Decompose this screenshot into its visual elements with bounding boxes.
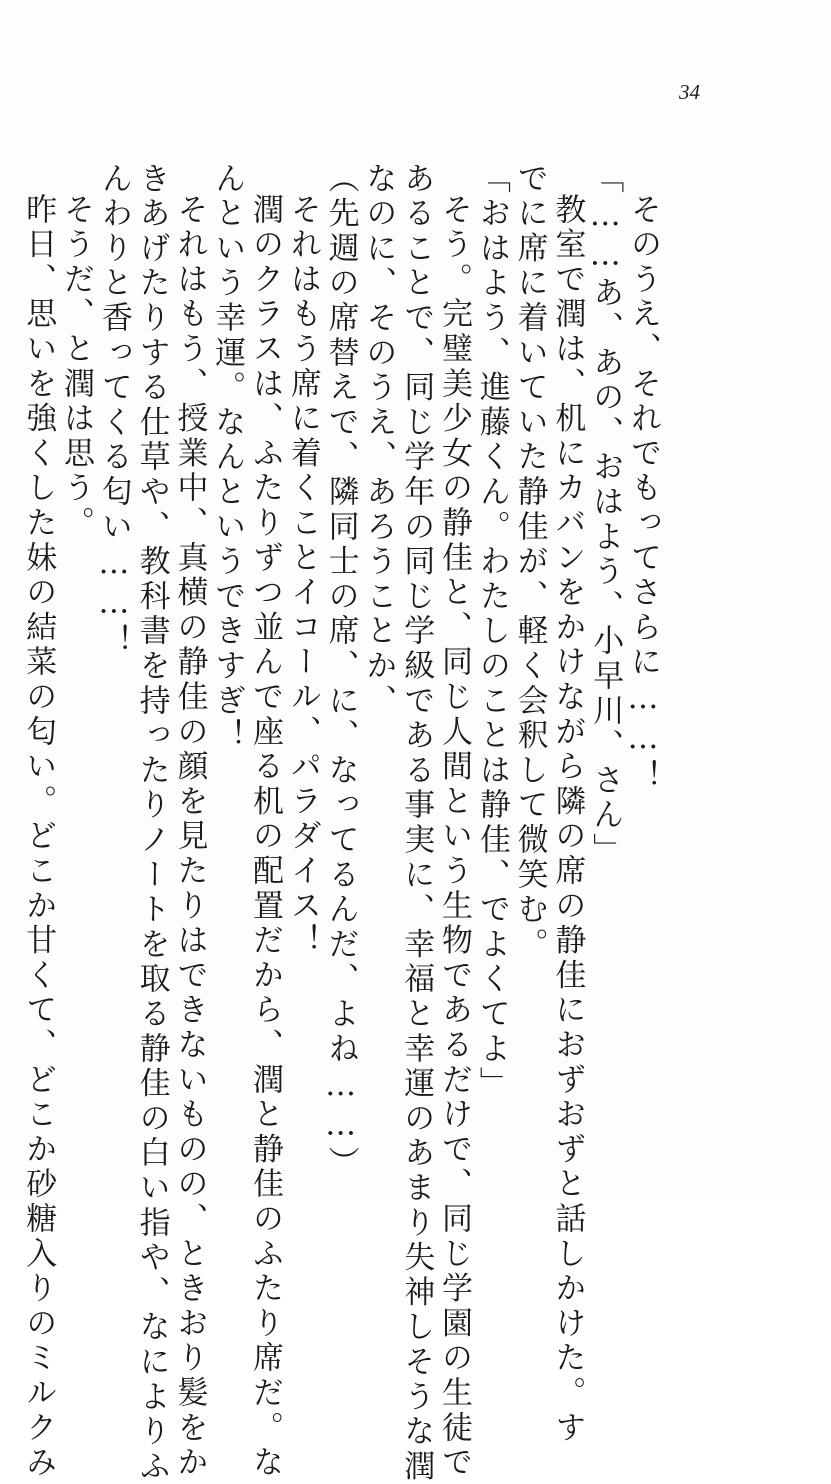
page-number: 34 [679,80,700,104]
text-line: きあげたりする仕草や、教科書を持ったりノートを取る静佳の白い指や、なによりふ [133,162,170,1484]
text-line: それはもう、授業中、真横の静佳の顔を見たりはできないものの、ときおり髪をか [171,193,208,1481]
text-line: 「おはよう、進藤くん。わたしのことは静佳、でよくてよ」 [473,162,510,1102]
text-line: なのに、そのうえ、あろうことか、 [360,162,397,719]
text-line: そう。完璧美少女の静佳と、同じ人間という生物であるだけで、同じ学園の生徒で [436,193,473,1481]
text-line: あることで、同じ学年の同じ学級である事実に、幸福と幸運のあまり失神しそうな潤 [398,162,435,1484]
text-line: でに席に着いていた静佳が、軽く会釈して微笑む。 [511,162,548,963]
text-line: 潤のクラスは、ふたりずつ並んで座る机の配置だから、潤と静佳のふたり席だ。な [247,193,284,1481]
text-line: そのうえ、それでもってさらに……！ [625,193,661,795]
text-line: （先週の席替えで、隣同士の席、に、なってるんだ、よね……） [322,162,359,1182]
text-line: んという幸運。なんというできすぎ！ [209,162,246,754]
text-line: そうだ、と潤は思う。 [58,193,95,541]
body-text [20,162,661,1484]
text-line: 教室で潤は、机にカバンをかけながら隣の席の静佳におずおずと話しかけた。す [549,193,586,1446]
text-line: んわりと香ってくる匂い……！ [95,162,132,660]
text-line: 「……あ、あの、おはよう、小早川、さん」 [587,162,624,868]
text-line: それはもう席に着くことイコール、パラダイス！ [284,193,321,959]
text-line: 昨日、思いを強くした妹の結菜の匂い。どこか甘くて、どこか砂糖入りのミルクみ [20,193,57,1481]
